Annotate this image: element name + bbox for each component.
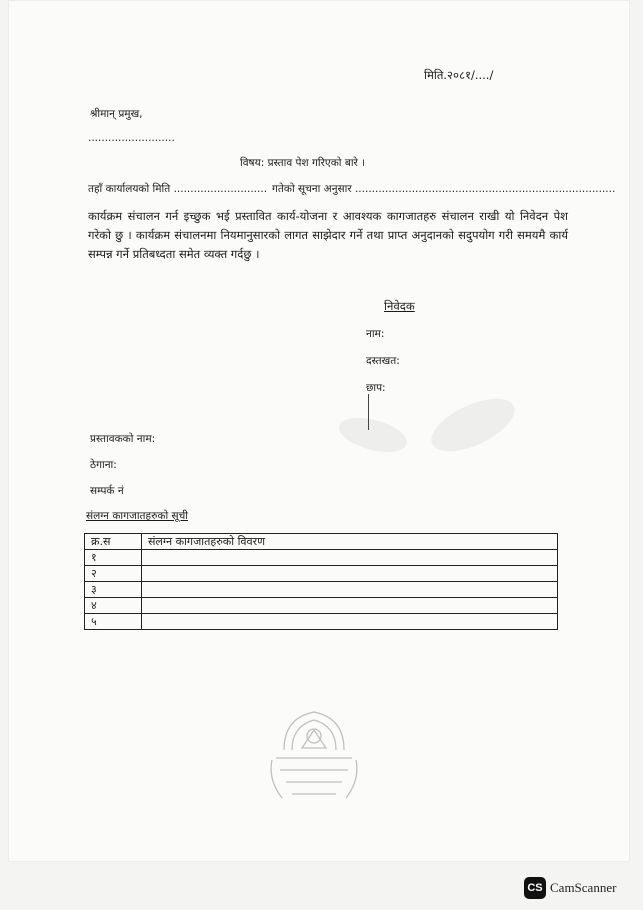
row-description — [142, 566, 558, 582]
salutation: श्रीमान् प्रमुख, — [90, 108, 143, 120]
table-row — [85, 582, 558, 598]
table-row — [85, 614, 558, 630]
applicant-signature-label: दस्तखत: — [366, 355, 400, 367]
row-serial: ३ — [85, 582, 142, 598]
applicant-name-label: नाम: — [366, 328, 385, 340]
row-description — [142, 550, 558, 566]
row-serial: २ — [85, 566, 142, 582]
subject-line: विषय: प्रस्ताव पेश गरिएको बारे । — [240, 157, 366, 169]
salutation-blank: .......................... — [88, 132, 175, 144]
row-description — [142, 582, 558, 598]
camscanner-logo-icon: CS — [524, 877, 546, 899]
table-row — [85, 566, 558, 582]
reference-line-notice: गतेको सूचना अनुसार .............................................................................. — [272, 183, 616, 195]
table-row — [85, 598, 558, 614]
row-description — [142, 598, 558, 614]
body-paragraph: कार्यक्रम संचालन गर्न इच्छुक भई प्रस्तावित कार्य-योजना र आवश्यक कागजातहरु संचालन राखी यो निवेदन पेश गरेको छु । कार्यक्रम संचालनमा नियमानुसारको लागत साझेदार गर्ने तथा प्राप्त अनुदानको सदुपयोग गरी समयमै कार्य सम्पन्न गर्ने प्रतिबध्दता समेत व्यक्त गर्दछु । — [88, 209, 568, 261]
column-header-description: संलग्न कागजातहरुको विवरण — [142, 534, 558, 550]
margin-mark — [368, 394, 369, 430]
reference-line-date: तहाँ कार्यालयको मिति ............................ — [88, 183, 268, 195]
column-header-serial: क्र.स — [85, 534, 142, 550]
attachments-heading: संलग्न कागजातहरुको सूची — [86, 510, 188, 522]
row-serial: १ — [85, 550, 142, 566]
office-seal-stamp — [262, 700, 366, 810]
paper-crease — [424, 388, 522, 462]
proposer-contact-label: सम्पर्क नं — [90, 485, 124, 497]
table-row — [85, 550, 558, 566]
proposer-name-label: प्रस्तावकको नाम: — [90, 433, 156, 445]
table-header-row — [85, 534, 558, 550]
row-description — [142, 614, 558, 630]
attachments-table — [84, 533, 558, 630]
proposer-address-label: ठेगाना: — [90, 459, 117, 471]
camscanner-watermark — [524, 876, 616, 900]
paper-crease — [335, 411, 410, 458]
camscanner-label: CamScanner — [550, 880, 617, 895]
row-serial: ५ — [85, 614, 142, 630]
row-serial: ४ — [85, 598, 142, 614]
applicant-heading: निवेदक — [384, 299, 415, 313]
applicant-stamp-label: छाप: — [366, 382, 386, 394]
date-line: मिति.२०८१/..../ — [424, 68, 494, 82]
